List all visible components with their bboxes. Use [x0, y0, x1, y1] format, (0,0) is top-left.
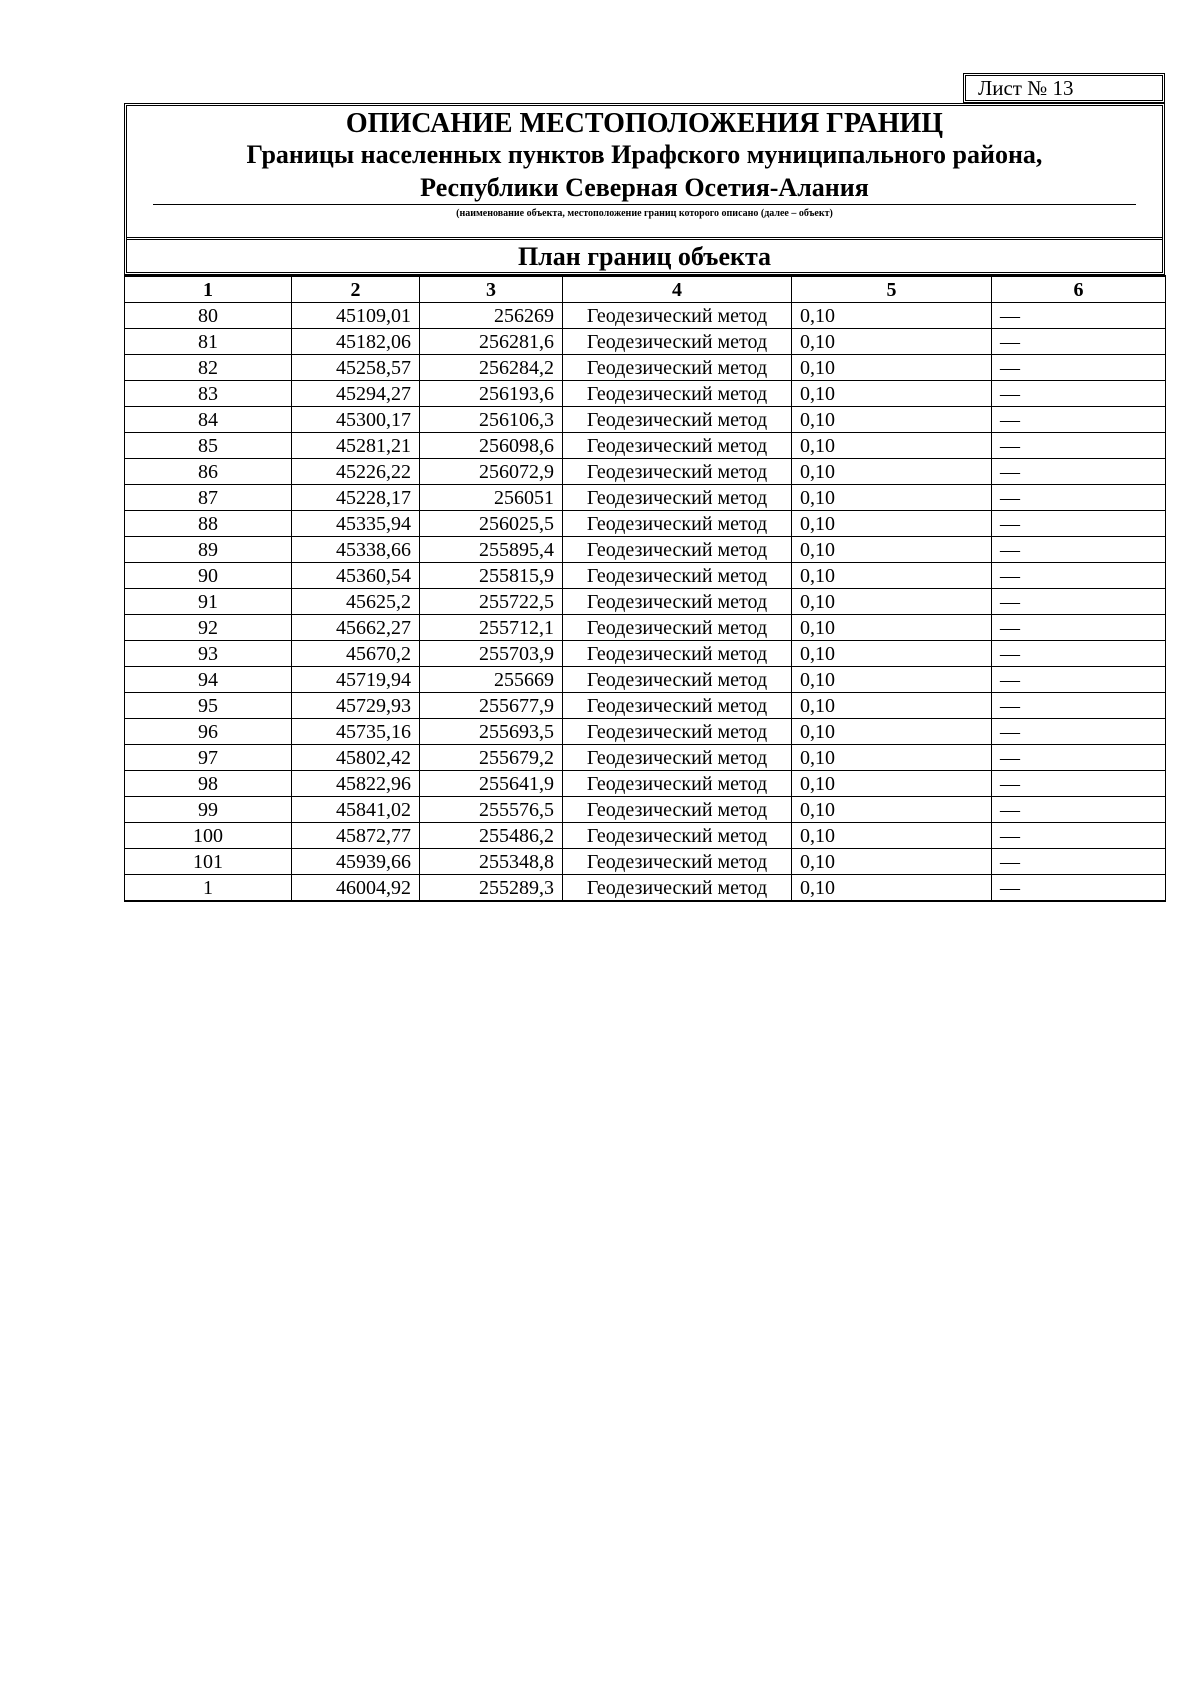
method-cell: Геодезический метод [563, 433, 792, 459]
table-row [125, 355, 1166, 381]
accuracy-cell: 0,10 [792, 589, 992, 615]
table-header-row [125, 276, 1166, 303]
coord-y-cell: 255677,9 [420, 693, 563, 719]
table-row [125, 459, 1166, 485]
coord-y-cell: 256281,6 [420, 329, 563, 355]
description-cell: — [992, 329, 1166, 355]
point-number-cell: 101 [125, 849, 292, 875]
method-cell: Геодезический метод [563, 511, 792, 537]
accuracy-cell: 0,10 [792, 459, 992, 485]
description-cell: — [992, 355, 1166, 381]
coord-x-cell: 45822,96 [292, 771, 420, 797]
point-number-cell: 90 [125, 563, 292, 589]
coord-x-cell: 45729,93 [292, 693, 420, 719]
description-cell: — [992, 823, 1166, 849]
accuracy-cell: 0,10 [792, 537, 992, 563]
method-cell: Геодезический метод [563, 667, 792, 693]
accuracy-cell: 0,10 [792, 693, 992, 719]
coord-x-cell: 45258,57 [292, 355, 420, 381]
coord-y-cell: 255576,5 [420, 797, 563, 823]
method-cell: Геодезический метод [563, 641, 792, 667]
coord-x-cell: 45719,94 [292, 667, 420, 693]
document-header [124, 103, 1165, 275]
table-row [125, 641, 1166, 667]
method-cell: Геодезический метод [563, 459, 792, 485]
point-number-cell: 94 [125, 667, 292, 693]
coord-x-cell: 45109,01 [292, 303, 420, 329]
coord-y-cell: 256193,6 [420, 381, 563, 407]
description-cell: — [992, 875, 1166, 902]
coord-x-cell: 45338,66 [292, 537, 420, 563]
coord-y-cell: 255895,4 [420, 537, 563, 563]
coord-x-cell: 45625,2 [292, 589, 420, 615]
accuracy-cell: 0,10 [792, 355, 992, 381]
coord-y-cell: 256025,5 [420, 511, 563, 537]
coord-x-cell: 45300,17 [292, 407, 420, 433]
table-row [125, 407, 1166, 433]
coord-y-cell: 255486,2 [420, 823, 563, 849]
description-cell: — [992, 641, 1166, 667]
point-number-cell: 83 [125, 381, 292, 407]
coord-y-cell: 256269 [420, 303, 563, 329]
accuracy-cell: 0,10 [792, 433, 992, 459]
table-row [125, 719, 1166, 745]
table-row [125, 511, 1166, 537]
table-row [125, 693, 1166, 719]
coord-x-cell: 45841,02 [292, 797, 420, 823]
description-cell: — [992, 589, 1166, 615]
accuracy-cell: 0,10 [792, 615, 992, 641]
coord-x-cell: 45228,17 [292, 485, 420, 511]
column-header-5: 5 [792, 276, 992, 303]
coord-y-cell: 255712,1 [420, 615, 563, 641]
table-row [125, 667, 1166, 693]
point-number-cell: 82 [125, 355, 292, 381]
coord-x-cell: 45662,27 [292, 615, 420, 641]
point-number-cell: 1 [125, 875, 292, 902]
point-number-cell: 92 [125, 615, 292, 641]
accuracy-cell: 0,10 [792, 771, 992, 797]
coord-y-cell: 255703,9 [420, 641, 563, 667]
accuracy-cell: 0,10 [792, 823, 992, 849]
accuracy-cell: 0,10 [792, 719, 992, 745]
table-row [125, 563, 1166, 589]
description-cell: — [992, 537, 1166, 563]
coord-x-cell: 45872,77 [292, 823, 420, 849]
description-cell: — [992, 407, 1166, 433]
coord-y-cell: 255289,3 [420, 875, 563, 902]
coord-x-cell: 45281,21 [292, 433, 420, 459]
coord-x-cell: 45182,06 [292, 329, 420, 355]
point-number-cell: 95 [125, 693, 292, 719]
point-number-cell: 98 [125, 771, 292, 797]
point-number-cell: 100 [125, 823, 292, 849]
point-number-cell: 86 [125, 459, 292, 485]
table-row [125, 485, 1166, 511]
point-number-cell: 89 [125, 537, 292, 563]
method-cell: Геодезический метод [563, 745, 792, 771]
table-row [125, 797, 1166, 823]
sheet-number: Лист № 13 [963, 73, 1165, 103]
coord-y-cell: 255679,2 [420, 745, 563, 771]
method-cell: Геодезический метод [563, 355, 792, 381]
point-number-cell: 88 [125, 511, 292, 537]
accuracy-cell: 0,10 [792, 849, 992, 875]
coord-x-cell: 45735,16 [292, 719, 420, 745]
coord-x-cell: 45226,22 [292, 459, 420, 485]
table-row [125, 381, 1166, 407]
accuracy-cell: 0,10 [792, 875, 992, 902]
coord-y-cell: 256106,3 [420, 407, 563, 433]
table-row [125, 875, 1166, 902]
method-cell: Геодезический метод [563, 589, 792, 615]
accuracy-cell: 0,10 [792, 667, 992, 693]
coord-y-cell: 256098,6 [420, 433, 563, 459]
coord-y-cell: 255348,8 [420, 849, 563, 875]
accuracy-cell: 0,10 [792, 511, 992, 537]
method-cell: Геодезический метод [563, 823, 792, 849]
table-row [125, 303, 1166, 329]
point-number-cell: 84 [125, 407, 292, 433]
method-cell: Геодезический метод [563, 407, 792, 433]
accuracy-cell: 0,10 [792, 563, 992, 589]
description-cell: — [992, 381, 1166, 407]
table-row [125, 771, 1166, 797]
description-cell: — [992, 511, 1166, 537]
plan-title: План границ объекта [127, 237, 1162, 275]
method-cell: Геодезический метод [563, 693, 792, 719]
description-cell: — [992, 849, 1166, 875]
method-cell: Геодезический метод [563, 797, 792, 823]
method-cell: Геодезический метод [563, 563, 792, 589]
method-cell: Геодезический метод [563, 771, 792, 797]
method-cell: Геодезический метод [563, 537, 792, 563]
accuracy-cell: 0,10 [792, 407, 992, 433]
point-number-cell: 81 [125, 329, 292, 355]
description-cell: — [992, 485, 1166, 511]
table-row [125, 849, 1166, 875]
coord-x-cell: 45360,54 [292, 563, 420, 589]
object-name-line-2: Республики Северная Осетия-Алания [420, 173, 869, 202]
coord-x-cell: 46004,92 [292, 875, 420, 902]
coord-x-cell: 45939,66 [292, 849, 420, 875]
coord-x-cell: 45802,42 [292, 745, 420, 771]
coord-y-cell: 255693,5 [420, 719, 563, 745]
object-name-line-1: Границы населенных пунктов Ирафского муниципального района, [246, 140, 1043, 169]
document-title: ОПИСАНИЕ МЕСТОПОЛОЖЕНИЯ ГРАНИЦ [345, 108, 944, 139]
method-cell: Геодезический метод [563, 329, 792, 355]
coord-x-cell: 45335,94 [292, 511, 420, 537]
method-cell: Геодезический метод [563, 615, 792, 641]
method-cell: Геодезический метод [563, 303, 792, 329]
table-row [125, 589, 1166, 615]
table-row [125, 537, 1166, 563]
accuracy-cell: 0,10 [792, 797, 992, 823]
point-number-cell: 80 [125, 303, 292, 329]
point-number-cell: 85 [125, 433, 292, 459]
point-number-cell: 97 [125, 745, 292, 771]
accuracy-cell: 0,10 [792, 329, 992, 355]
method-cell: Геодезический метод [563, 719, 792, 745]
description-cell: — [992, 667, 1166, 693]
object-name-caption: (наименование объекта, местоположение границ которого описано (далее – объект) [456, 208, 833, 219]
description-cell: — [992, 433, 1166, 459]
point-number-cell: 91 [125, 589, 292, 615]
description-cell: — [992, 719, 1166, 745]
method-cell: Геодезический метод [563, 381, 792, 407]
point-number-cell: 96 [125, 719, 292, 745]
point-number-cell: 93 [125, 641, 292, 667]
column-header-6: 6 [992, 276, 1166, 303]
column-header-2: 2 [292, 276, 420, 303]
method-cell: Геодезический метод [563, 485, 792, 511]
table-row [125, 433, 1166, 459]
point-number-cell: 99 [125, 797, 292, 823]
method-cell: Геодезический метод [563, 875, 792, 902]
description-cell: — [992, 693, 1166, 719]
coord-y-cell: 255722,5 [420, 589, 563, 615]
table-body [125, 303, 1166, 902]
coord-y-cell: 256051 [420, 485, 563, 511]
accuracy-cell: 0,10 [792, 641, 992, 667]
description-cell: — [992, 797, 1166, 823]
coord-y-cell: 256284,2 [420, 355, 563, 381]
coord-x-cell: 45294,27 [292, 381, 420, 407]
table-row [125, 615, 1166, 641]
description-cell: — [992, 745, 1166, 771]
table-row [125, 745, 1166, 771]
coord-y-cell: 256072,9 [420, 459, 563, 485]
column-header-4: 4 [563, 276, 792, 303]
description-cell: — [992, 615, 1166, 641]
description-cell: — [992, 303, 1166, 329]
table-row [125, 823, 1166, 849]
accuracy-cell: 0,10 [792, 381, 992, 407]
column-header-3: 3 [420, 276, 563, 303]
coord-y-cell: 255815,9 [420, 563, 563, 589]
column-header-1: 1 [125, 276, 292, 303]
description-cell: — [992, 771, 1166, 797]
coord-y-cell: 255641,9 [420, 771, 563, 797]
accuracy-cell: 0,10 [792, 485, 992, 511]
description-cell: — [992, 459, 1166, 485]
method-cell: Геодезический метод [563, 849, 792, 875]
description-cell: — [992, 563, 1166, 589]
underline-divider [153, 204, 1136, 205]
point-number-cell: 87 [125, 485, 292, 511]
boundary-points-table [124, 275, 1166, 902]
table-row [125, 329, 1166, 355]
coord-x-cell: 45670,2 [292, 641, 420, 667]
accuracy-cell: 0,10 [792, 303, 992, 329]
accuracy-cell: 0,10 [792, 745, 992, 771]
coord-y-cell: 255669 [420, 667, 563, 693]
